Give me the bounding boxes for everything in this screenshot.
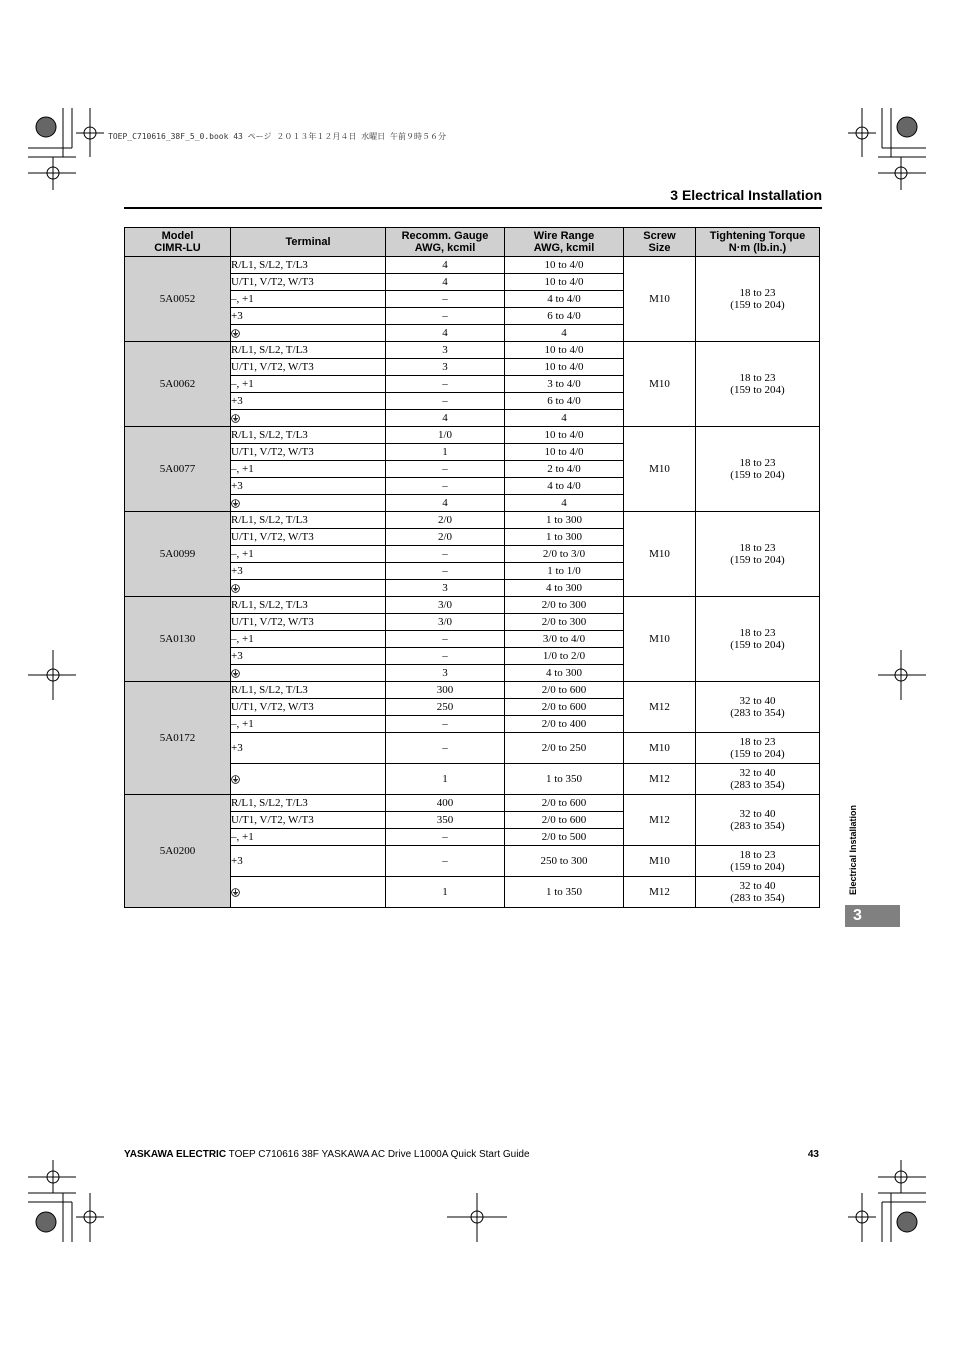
screw-size-cell: M12 [624,795,696,846]
wire-range-cell: 2/0 to 3/0 [505,546,624,563]
wire-range-cell: 4 to 4/0 [505,291,624,308]
wire-range-cell: 2/0 to 600 [505,812,624,829]
terminal-cell: R/L1, S/L2, T/L3 [231,342,386,359]
gauge-cell: – [386,376,505,393]
wire-range-cell: 1 to 300 [505,529,624,546]
terminal-cell: –, +1 [231,291,386,308]
gauge-cell: – [386,733,505,764]
wire-range-cell: 4 to 300 [505,580,624,597]
gauge-cell: 3/0 [386,614,505,631]
screw-size-cell: M10 [624,512,696,597]
torque-nm: 32 to 40 [739,808,776,820]
gauge-cell: – [386,546,505,563]
terminal-ground-cell [231,764,386,795]
terminal-cell: U/T1, V/T2, W/T3 [231,274,386,291]
torque-lbin: (283 to 354) [730,779,785,791]
table-row [125,512,820,529]
gauge-cell: 4 [386,257,505,274]
wire-range-cell: 250 to 300 [505,846,624,877]
terminal-cell: –, +1 [231,461,386,478]
side-chapter-label: Electrical Installation [848,804,858,895]
terminal-cell: +3 [231,308,386,325]
terminal-cell: –, +1 [231,376,386,393]
wire-range-cell: 6 to 4/0 [505,308,624,325]
table-row [125,342,820,359]
chapter-tab: 3 [845,905,900,927]
torque-nm: 18 to 23 [739,627,776,639]
torque-lbin: (159 to 204) [730,861,785,873]
wire-range-cell: 2/0 to 600 [505,682,624,699]
wire-range-cell: 2/0 to 300 [505,614,624,631]
torque-lbin: (159 to 204) [730,469,785,481]
wire-range-cell: 2/0 to 500 [505,829,624,846]
terminal-cell: U/T1, V/T2, W/T3 [231,614,386,631]
terminal-cell: U/T1, V/T2, W/T3 [231,444,386,461]
wire-range-cell: 2/0 to 600 [505,795,624,812]
ground-icon [231,499,240,508]
torque-lbin: (283 to 354) [730,820,785,832]
gauge-cell: – [386,393,505,410]
torque-nm: 32 to 40 [739,767,776,779]
terminal-cell: –, +1 [231,546,386,563]
terminal-cell: U/T1, V/T2, W/T3 [231,529,386,546]
wire-range-cell: 2/0 to 300 [505,597,624,614]
wire-range-cell: 2/0 to 400 [505,716,624,733]
wire-range-cell: 10 to 4/0 [505,359,624,376]
page-footer [124,1149,819,1160]
model-cell: 5A0062 [125,342,231,427]
torque-nm: 18 to 23 [739,849,776,861]
terminal-cell: –, +1 [231,829,386,846]
model-cell: 5A0077 [125,427,231,512]
terminal-cell: +3 [231,733,386,764]
model-cell: 5A0172 [125,682,231,795]
footer-brand: YASKAWA ELECTRIC [124,1149,227,1160]
terminal-cell: +3 [231,478,386,495]
section-header: 3 Electrical Installation [670,187,822,203]
wire-range-cell: 1 to 350 [505,764,624,795]
torque-cell [696,597,820,682]
table-header-row [125,228,820,257]
wire-range-cell: 3 to 4/0 [505,376,624,393]
wire-range-cell: 10 to 4/0 [505,257,624,274]
torque-nm: 18 to 23 [739,287,776,299]
table-body [125,257,820,908]
gauge-cell: 1 [386,444,505,461]
terminal-ground-cell [231,580,386,597]
torque-cell [696,342,820,427]
terminal-cell: +3 [231,648,386,665]
gauge-cell: – [386,631,505,648]
ground-icon [231,775,240,784]
footer-doc-title: TOEP C710616 38F YASKAWA AC Drive L1000A Quick Start Guide [226,1149,530,1160]
terminal-cell: R/L1, S/L2, T/L3 [231,682,386,699]
torque-cell [696,733,820,764]
wire-range-cell: 1/0 to 2/0 [505,648,624,665]
terminal-ground-cell [231,665,386,682]
torque-nm: 18 to 23 [739,372,776,384]
torque-cell [696,846,820,877]
wire-range-cell: 1 to 1/0 [505,563,624,580]
terminal-cell: R/L1, S/L2, T/L3 [231,795,386,812]
gauge-cell: 4 [386,495,505,512]
terminal-cell: U/T1, V/T2, W/T3 [231,699,386,716]
wire-range-cell: 4 [505,495,624,512]
terminal-cell: –, +1 [231,716,386,733]
wire-range-cell: 1 to 300 [505,512,624,529]
terminal-cell: R/L1, S/L2, T/L3 [231,512,386,529]
gauge-cell: 2/0 [386,512,505,529]
torque-lbin: (159 to 204) [730,748,785,760]
torque-cell [696,682,820,733]
gauge-cell: – [386,563,505,580]
wire-range-cell: 10 to 4/0 [505,274,624,291]
torque-lbin: (283 to 354) [730,892,785,904]
torque-cell [696,257,820,342]
torque-nm: 18 to 23 [739,542,776,554]
ground-icon [231,584,240,593]
terminal-cell: R/L1, S/L2, T/L3 [231,427,386,444]
torque-cell [696,764,820,795]
gauge-cell: 300 [386,682,505,699]
torque-nm: 18 to 23 [739,457,776,469]
wire-range-cell: 2/0 to 600 [505,699,624,716]
ground-icon [231,669,240,678]
wire-range-cell: 10 to 4/0 [505,342,624,359]
screw-size-cell: M10 [624,846,696,877]
col-header-torque: Tightening Torque N·m (lb.in.) [696,228,820,257]
gauge-cell: 2/0 [386,529,505,546]
terminal-ground-cell [231,410,386,427]
model-cell: 5A0052 [125,257,231,342]
gauge-cell: 4 [386,325,505,342]
wire-range-cell: 4 to 300 [505,665,624,682]
wire-range-cell: 2 to 4/0 [505,461,624,478]
gauge-cell: 350 [386,812,505,829]
torque-lbin: (159 to 204) [730,554,785,566]
table-row [125,427,820,444]
wire-range-cell: 4 [505,325,624,342]
torque-lbin: (283 to 354) [730,707,785,719]
gauge-cell: 4 [386,410,505,427]
gauge-cell: – [386,829,505,846]
ground-icon [231,329,240,338]
col-header-gauge: Recomm. Gauge AWG, kcmil [386,228,505,257]
screw-size-cell: M10 [624,597,696,682]
wire-range-cell: 10 to 4/0 [505,444,624,461]
screw-size-cell: M10 [624,427,696,512]
gauge-cell: 3 [386,580,505,597]
screw-size-cell: M10 [624,257,696,342]
wire-range-cell: 4 [505,410,624,427]
header-rule [124,207,822,209]
gauge-cell: 250 [386,699,505,716]
torque-nm: 32 to 40 [739,880,776,892]
wire-range-cell: 6 to 4/0 [505,393,624,410]
screw-size-cell: M12 [624,877,696,908]
terminal-cell: +3 [231,846,386,877]
terminal-cell: R/L1, S/L2, T/L3 [231,257,386,274]
screw-size-cell: M12 [624,764,696,795]
wire-range-cell: 4 to 4/0 [505,478,624,495]
ground-icon [231,414,240,423]
gauge-cell: 3/0 [386,597,505,614]
terminal-ground-cell [231,325,386,342]
wire-range-cell: 10 to 4/0 [505,427,624,444]
wire-gauge-table [124,227,820,908]
terminal-cell: U/T1, V/T2, W/T3 [231,359,386,376]
col-header-screw-size: Screw Size [624,228,696,257]
torque-lbin: (159 to 204) [730,639,785,651]
torque-cell [696,795,820,846]
gauge-cell: – [386,291,505,308]
table-row [125,795,820,812]
gauge-cell: – [386,716,505,733]
gauge-cell: – [386,308,505,325]
table-row [125,597,820,614]
torque-nm: 32 to 40 [739,695,776,707]
screw-size-cell: M12 [624,682,696,733]
gauge-cell: – [386,846,505,877]
page-number: 43 [807,1149,819,1160]
col-header-wire-range: Wire Range AWG, kcmil [505,228,624,257]
terminal-cell: U/T1, V/T2, W/T3 [231,812,386,829]
torque-cell [696,427,820,512]
table-row [125,257,820,274]
screw-size-cell: M10 [624,342,696,427]
col-header-model: Model CIMR-LU [125,228,231,257]
model-cell: 5A0099 [125,512,231,597]
ground-icon [231,888,240,897]
terminal-cell: R/L1, S/L2, T/L3 [231,597,386,614]
wire-range-cell: 3/0 to 4/0 [505,631,624,648]
screw-size-cell: M10 [624,733,696,764]
col-header-terminal: Terminal [231,228,386,257]
terminal-ground-cell [231,495,386,512]
gauge-cell: 3 [386,359,505,376]
terminal-ground-cell [231,877,386,908]
model-cell: 5A0130 [125,597,231,682]
terminal-cell: +3 [231,393,386,410]
wire-range-cell: 2/0 to 250 [505,733,624,764]
terminal-cell: –, +1 [231,631,386,648]
gauge-cell: 1 [386,877,505,908]
torque-lbin: (159 to 204) [730,299,785,311]
gauge-cell: 1 [386,764,505,795]
gauge-cell: 3 [386,665,505,682]
gauge-cell: – [386,478,505,495]
gauge-cell: 4 [386,274,505,291]
table-row [125,682,820,699]
torque-cell [696,877,820,908]
gauge-cell: 1/0 [386,427,505,444]
gauge-cell: 400 [386,795,505,812]
torque-cell [696,512,820,597]
terminal-cell: +3 [231,563,386,580]
gauge-cell: – [386,648,505,665]
torque-nm: 18 to 23 [739,736,776,748]
model-cell: 5A0200 [125,795,231,908]
print-info-line: TOEP_C710616_38F_5_0.book 43 ページ ２０１３年１２月４日 水曜日 午前９時５６分 [108,132,446,141]
gauge-cell: 3 [386,342,505,359]
gauge-cell: – [386,461,505,478]
torque-lbin: (159 to 204) [730,384,785,396]
wire-range-cell: 1 to 350 [505,877,624,908]
